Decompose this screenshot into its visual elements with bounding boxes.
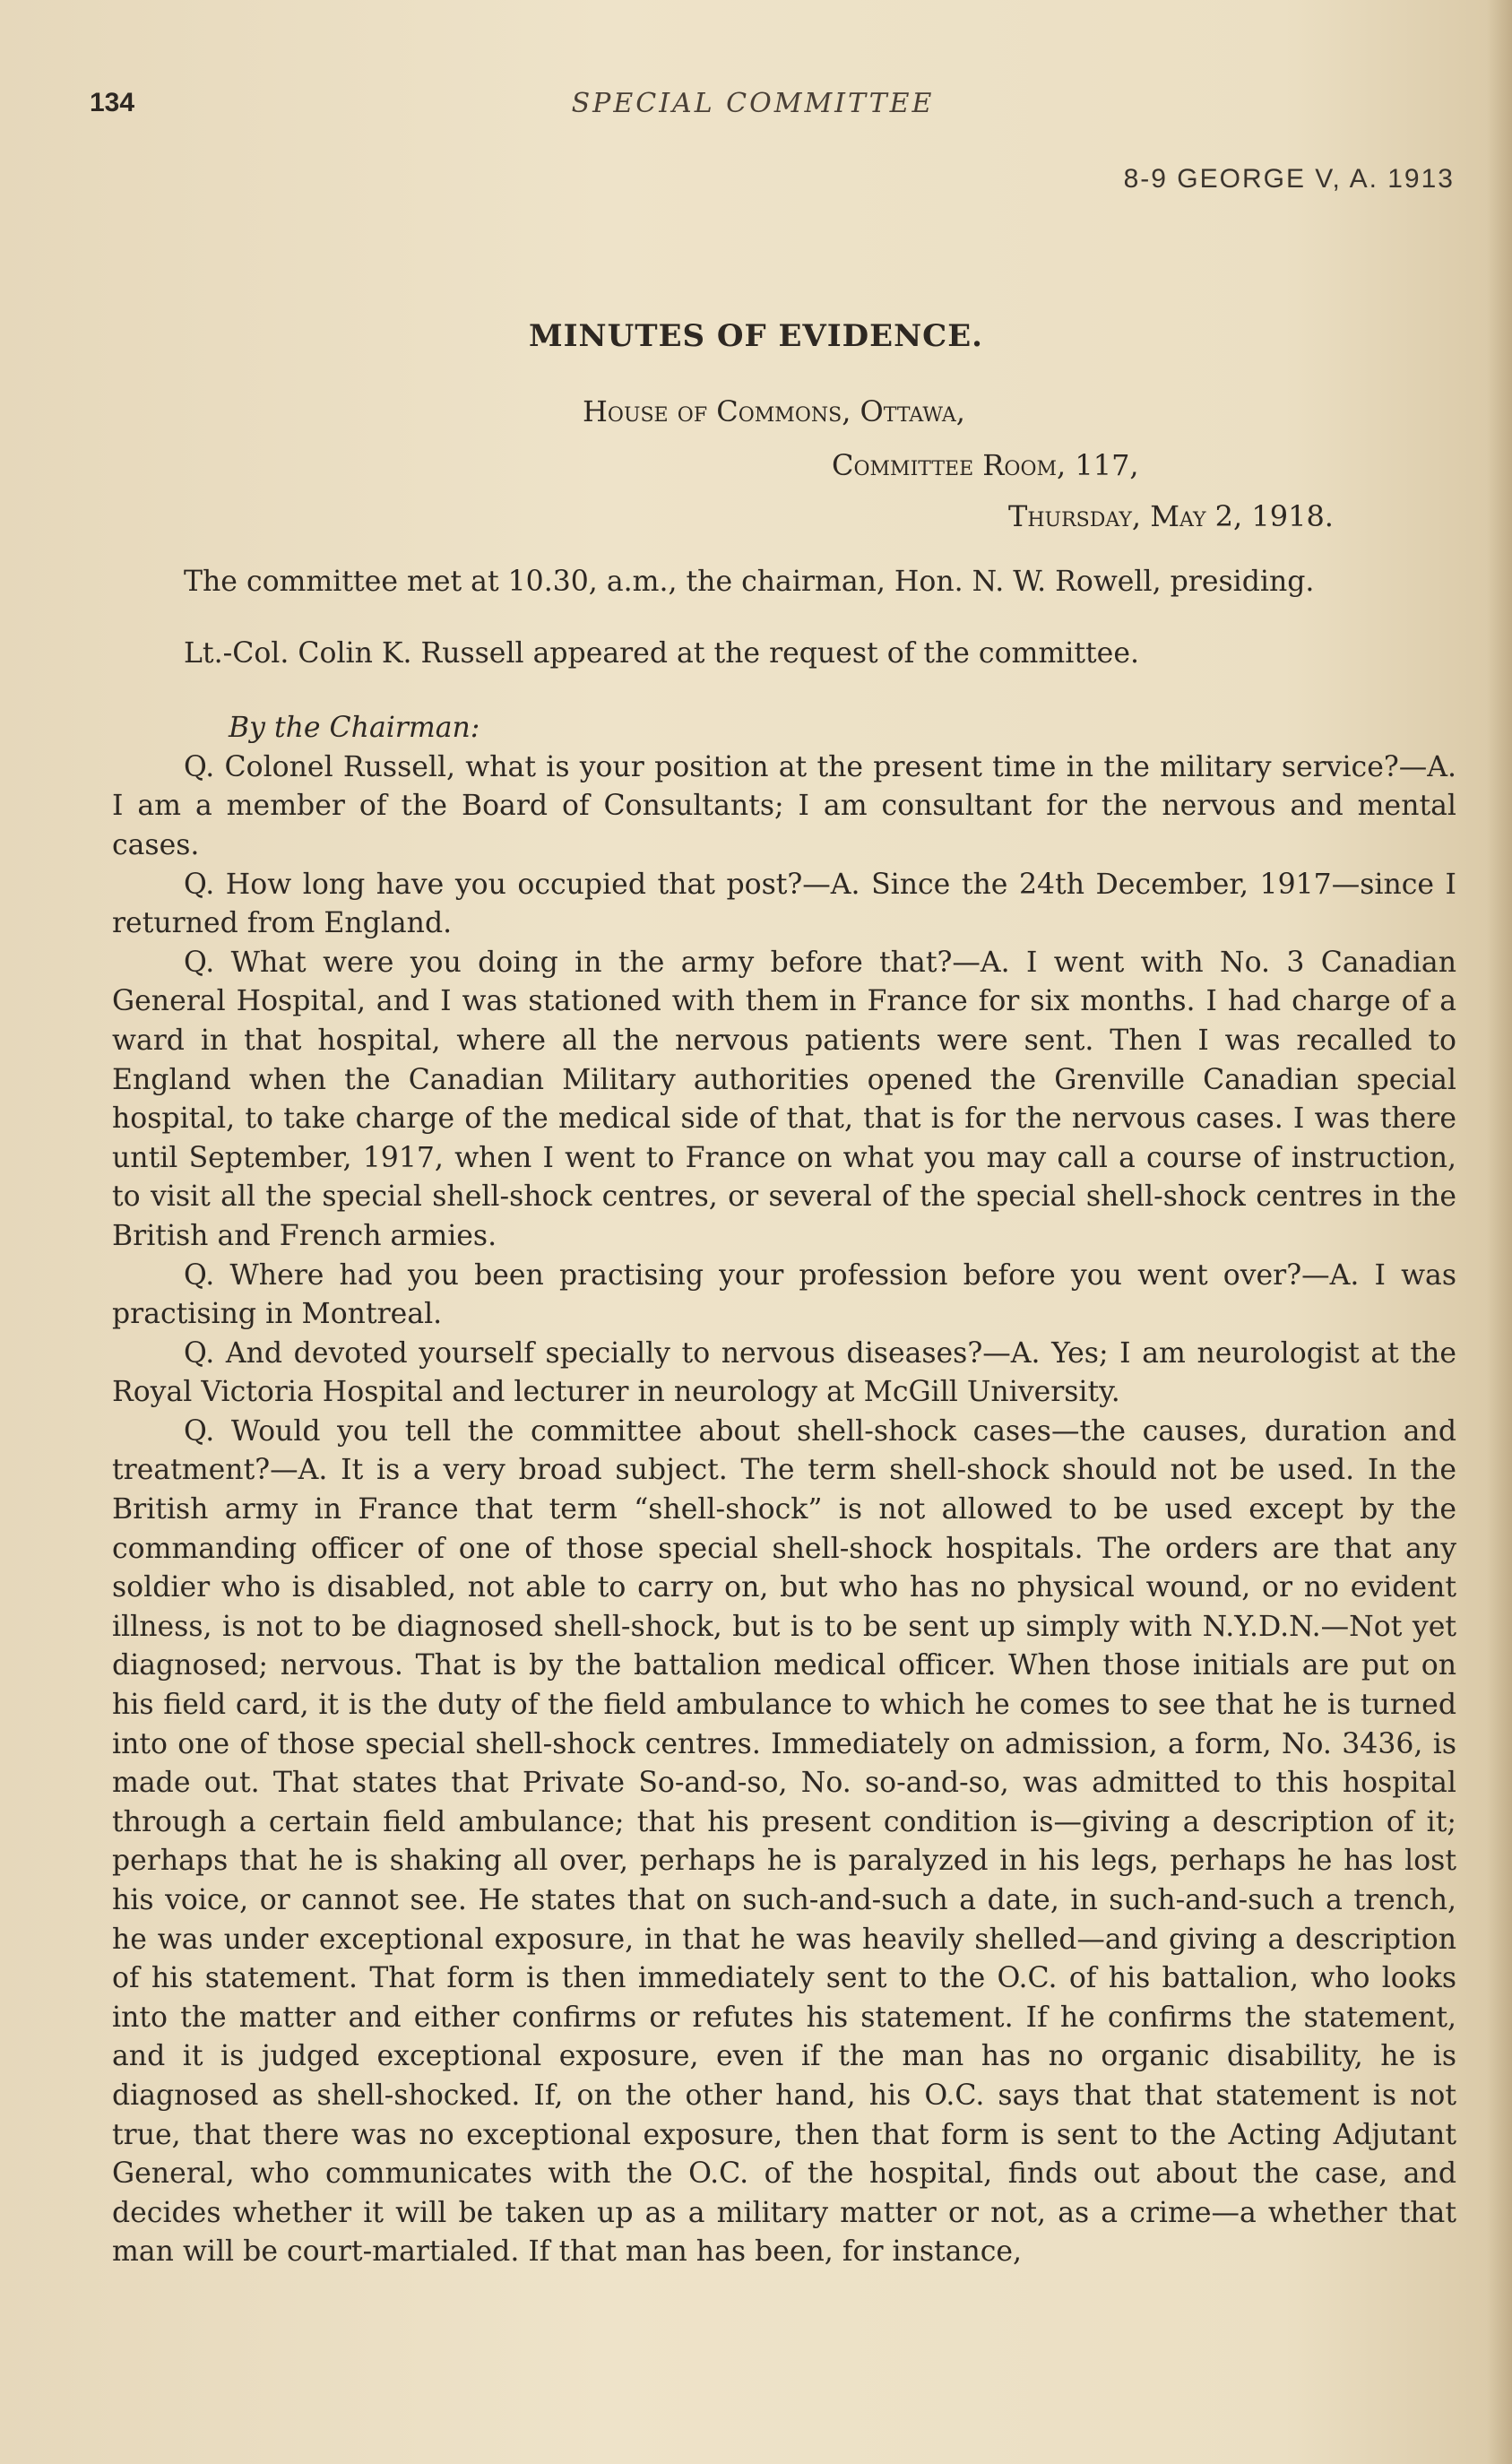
running-head	[90, 88, 1452, 124]
running-title: SPECIAL COMMITTEE	[571, 88, 935, 119]
section-heading: MINUTES OF EVIDENCE.	[529, 318, 983, 354]
paragraph-meeting: The committee met at 10.30, a.m., the chairman, Hon. N. W. Rowell, presiding.	[184, 566, 1315, 598]
place-line-3: Thursday, May 2, 1918.	[1008, 499, 1334, 533]
question-5: Q. And devoted yourself specially to nervous diseases?—A. Yes; I am neurologist at the Royal Victoria Hospital and lecturer in neurology at McGill University.	[112, 1336, 1456, 1409]
question-3: Q. What were you doing in the army before that?—A. I went with No. 3 Canadian General Hospital, and I was stationed with them in France for six months. I had charge of a ward in that hospital, where all the nervous patients were sent. Then I was recalled to England when the Canadian Military authorities opened the Grenville Canadian special hospital, to take charge of the medical side of that, that is for the nervous cases. I was there until September, 1917, when I went to France on what you may call a course of instruction, to visit all the special shell-shock centres, or several of the special shell-shock centres in the British and French armies.	[112, 946, 1456, 1252]
question-2: Q. How long have you occupied that post?—A. Since the 24th December, 1917—since I returned from England.	[112, 868, 1456, 940]
place-line-1: House of Commons, Ottawa,	[583, 394, 965, 428]
page-number: 134	[90, 88, 135, 117]
examiner-label: By the Chairman:	[229, 712, 480, 745]
place-line-2: Committee Room, 117,	[832, 448, 1139, 482]
session-line: 8-9 GEORGE V, A. 1913	[1123, 164, 1455, 194]
question-4: Q. Where had you been practising your profession before you went over?—A. I was practising in Montreal.	[112, 1258, 1456, 1331]
question-6: Q. Would you tell the committee about shell-shock cases—the causes, duration and treatment?—A. It is a very broad subject. The term shell-shock should not be used. In the British army in France that term “shell-shock” is not allowed to be used except by the commanding officer of one of those special shell-shock hospitals. The orders are that any soldier who is disabled, not able to carry on, but who has no physical wound, or no evident illness, is not to be diagnosed shell-shock, but is to be sent up simply with N.Y.D.N.—Not yet diagnosed; nervous. That is by the battalion medical officer. When those initials are put on his field card, it is the duty of the field ambulance to which he comes to see that he is turned into one of those special shell-shock centres. Immediately on admission, a form, No. 3436, is made out. That states that Private So-and-so, No. so-and-so, was admitted to this hospital through a certain field ambulance; that his present condition is—giving a description of it; perhaps that he is shaking all over, perhaps he is paralyzed in his legs, perhaps he has lost his voice, or cannot see. He states that on such-and-such a date, in such-and-such a trench, he was under exceptional exposure, in that he was heavily shelled—and giving a description of his statement. That form is then immediately sent to the O.C. of his battalion, who looks into the matter and either confirms or refutes his statement. If he confirms the statement, and it is judged exceptional exposure, even if the man has no organic disability, he is diagnosed as shell-shocked. If, on the other hand, his O.C. says that that statement is not true, that there was no exceptional exposure, then that form is sent to the Acting Adjutant General, who communicates with the O.C. of the hospital, finds out about the case, and decides whether it will be taken up as a military matter or not, as a crime—a whether that man will be court-martialed. If that man has been, for instance,	[112, 1414, 1456, 2269]
page-edge-shadow	[1487, 0, 1512, 2464]
paragraph-witness: Lt.-Col. Colin K. Russell appeared at the request of the committee.	[184, 636, 1139, 670]
question-1: Q. Colonel Russell, what is your position at the present time in the military service?—A. I am a member of the Board of Consultants; I am consultant for the nervous and mental cases.	[112, 750, 1456, 861]
minutes-body	[112, 563, 1456, 2272]
